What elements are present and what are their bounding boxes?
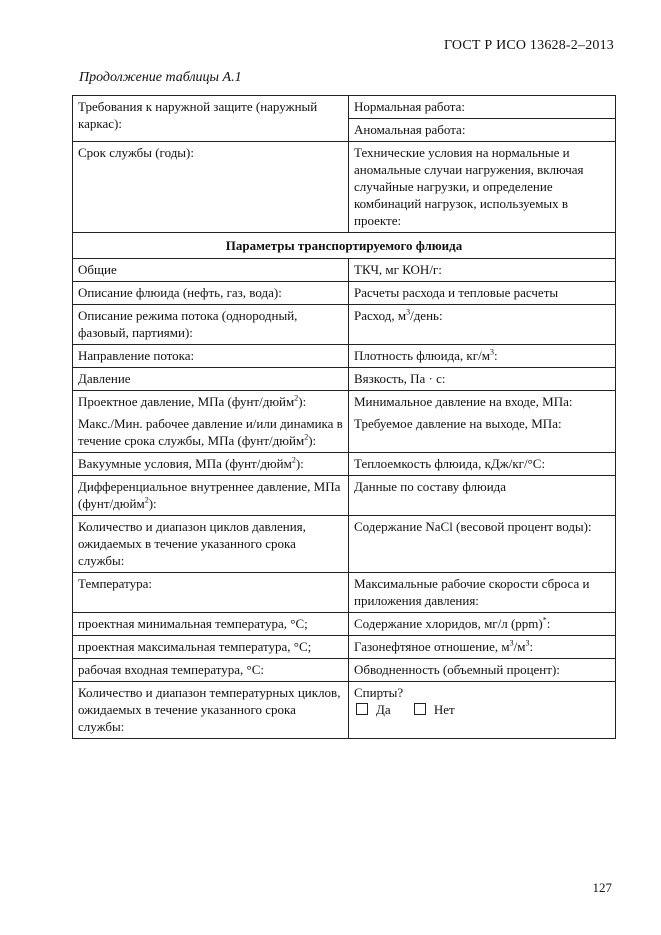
table-cell-right: Содержание NaCl (весовой процент воды): [349,516,616,573]
cell-text: : [546,616,551,631]
superscript: 3 [525,638,530,648]
superscript: 3 [406,307,411,317]
cell-text: Содержание хлоридов, мг/л (ppm) [354,616,543,631]
superscript: 3 [509,638,514,648]
table-cell-right [349,636,616,659]
table-cell-left: Общие [73,259,349,282]
table-row [73,368,616,391]
table-cell-left [73,391,349,414]
cell-text: ): [298,394,307,409]
table-row [73,96,616,119]
table-row [73,659,616,682]
cell-text: /день: [410,308,443,323]
cell-text: Газонефтяное отношение, м [354,639,510,654]
table-cell-right: Нормальная работа: [349,96,616,119]
table-cell-right: Расчеты расхода и тепловые расчеты [349,282,616,305]
option-no-label: Нет [433,702,455,717]
table-cell-left: Срок службы (годы): [73,142,349,233]
page-number: 127 [592,880,612,895]
table-row [73,682,616,739]
superscript: 2 [304,432,309,442]
table-cell-right: Максимальные рабочие скорости сброса и приложения давления: [349,573,616,613]
table-section-row [73,233,616,259]
table-cell-right: Технические условия на нормальные и аномальные случаи нагружения, включая случайные нагрузки, и определение комбинаций нагрузок, используемых в проекте: [349,142,616,233]
standard-code: ГОСТ Р ИСО 13628-2–2013 [443,38,614,53]
table-cell-left: Требования к наружной защите (наружный каркас): [73,96,349,142]
table-row [73,282,616,305]
table-cell-left [73,453,349,476]
table-row [73,453,616,476]
table-row [73,636,616,659]
table-cell-left: Количество и диапазон циклов давления, ожидаемых в течение указанного срока службы: [73,516,349,573]
alcohols-options [354,701,610,718]
cell-text: Плотность флюида, кг/м [354,348,490,363]
table-cell-left: проектная максимальная температура, °С; [73,636,349,659]
table-cell-right: Минимальное давление на входе, МПа: [349,391,616,414]
option-yes-label: Да [376,702,391,717]
cell-text: ): [295,456,304,471]
table-cell-left: Направление потока: [73,345,349,368]
table-cell-right: Вязкость, Па · с: [349,368,616,391]
table-cell-right [349,345,616,368]
cell-text: ): [148,496,157,511]
superscript: 2 [291,455,296,465]
option-yes[interactable] [354,702,391,717]
alcohols-label: Спирты? [354,685,404,700]
table-row [73,259,616,282]
table-cell-right: Обводненность (объемный процент): [349,659,616,682]
table-cell-left: Описание режима потока (однородный, фазовый, партиями): [73,305,349,345]
specification-table [72,95,616,739]
cell-text: : [493,348,498,363]
table-cell-left: проектная минимальная температура, °С; [73,613,349,636]
superscript: 2 [144,495,149,505]
table-row [73,613,616,636]
table-cell-right: Аномальная работа: [349,119,616,142]
table-cell-right: Данные по составу флюида [349,476,616,516]
table-cell-right [349,613,616,636]
table-cell-left: Давление [73,368,349,391]
table-cell-right: Теплоемкость флюида, кДж/кг/°С: [349,453,616,476]
superscript: 3 [489,347,494,357]
section-header: Параметры транспортируемого флюида [73,233,616,259]
table-cell-left: Количество и диапазон температурных циклов, ожидаемых в течение указанного срока службы: [73,682,349,739]
table-row [73,413,616,453]
superscript: * [542,615,547,625]
table-row [73,516,616,573]
table-cell-left: Температура: [73,573,349,613]
table-cell-right [349,305,616,345]
table-cell-left [73,413,349,453]
table-row [73,142,616,233]
checkbox-icon[interactable] [356,703,368,715]
cell-text: Макс./Мин. рабочее давление и/или динамика в течение срока службы, МПа (фунт/дюйм [78,416,343,448]
table-caption: Продолжение таблицы А.1 [79,70,242,85]
table-cell-left: Описание флюида (нефть, газ, вода): [73,282,349,305]
cell-text: Дифференциальное внутреннее давление, МПа (фунт/дюйм [78,479,341,511]
cell-text: /м [513,639,526,654]
cell-text: Вакуумные условия, МПа (фунт/дюйм [78,456,292,471]
cell-text: ): [308,433,317,448]
table-row [73,305,616,345]
table-cell-left: рабочая входная температура, °С: [73,659,349,682]
table-row [73,391,616,414]
table-cell-right: Требуемое давление на выходе, МПа: [349,413,616,453]
cell-text: Проектное давление, МПа (фунт/дюйм [78,394,295,409]
option-no[interactable] [412,702,455,717]
table-row [73,345,616,368]
table-row [73,476,616,516]
cell-text: Расход, м [354,308,407,323]
checkbox-icon[interactable] [414,703,426,715]
table-cell-left [73,476,349,516]
table-cell-right: ТКЧ, мг КОН/г: [349,259,616,282]
cell-text: : [529,639,534,654]
superscript: 2 [294,393,299,403]
table-cell-right [349,682,616,739]
table-row [73,573,616,613]
